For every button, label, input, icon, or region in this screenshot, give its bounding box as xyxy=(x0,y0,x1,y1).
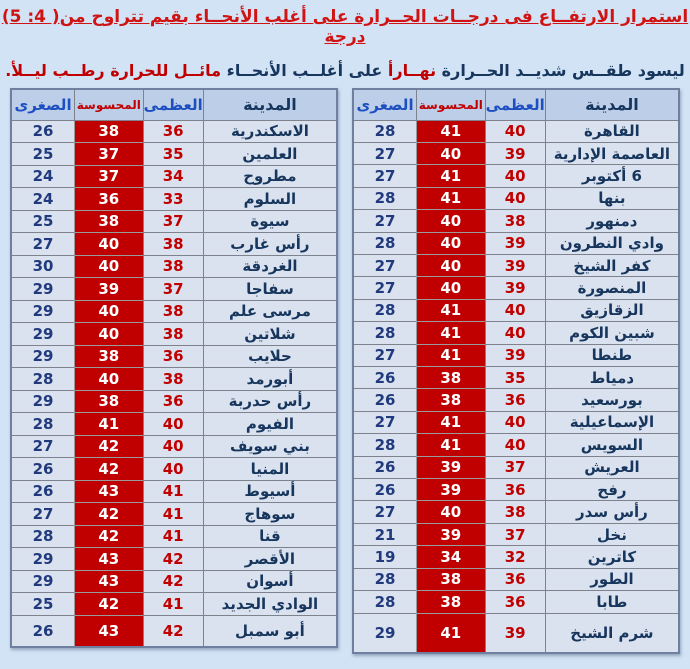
min-temp-cell: 26 xyxy=(353,389,417,411)
table-row xyxy=(11,435,337,458)
table-row xyxy=(11,255,337,278)
feels-like-cell: 41 xyxy=(417,299,485,321)
column-header-min: الصغرى xyxy=(353,89,417,120)
feels-like-cell: 43 xyxy=(75,570,143,593)
city-cell: رأس غارب xyxy=(203,233,337,256)
subtitle-segment: ليسود طقــس شديــد الحــرارة xyxy=(436,61,685,80)
city-cell: العاصمة الإدارية xyxy=(545,142,679,164)
feels-like-cell: 37 xyxy=(75,143,143,166)
min-temp-cell: 28 xyxy=(353,591,417,613)
table-row xyxy=(11,278,337,301)
feels-like-cell: 40 xyxy=(75,323,143,346)
feels-like-cell: 41 xyxy=(417,613,485,653)
min-temp-cell: 25 xyxy=(11,143,75,166)
min-temp-cell: 26 xyxy=(353,456,417,478)
table-row xyxy=(353,142,679,164)
city-cell: كاترين xyxy=(545,546,679,568)
max-temp-cell: 38 xyxy=(143,255,203,278)
min-temp-cell: 19 xyxy=(353,546,417,568)
max-temp-cell: 36 xyxy=(143,390,203,413)
min-temp-cell: 28 xyxy=(353,187,417,209)
table-row xyxy=(11,503,337,526)
table-row xyxy=(11,615,337,647)
table-row xyxy=(353,187,679,209)
city-cell: أبورمد xyxy=(203,368,337,391)
table-row xyxy=(11,233,337,256)
max-temp-cell: 41 xyxy=(143,480,203,503)
max-temp-cell: 41 xyxy=(143,525,203,548)
city-cell: أسوان xyxy=(203,570,337,593)
feels-like-cell: 40 xyxy=(417,501,485,523)
table-row xyxy=(353,344,679,366)
city-cell: سيوة xyxy=(203,210,337,233)
table-row xyxy=(11,300,337,323)
city-cell: القاهرة xyxy=(545,120,679,142)
max-temp-cell: 38 xyxy=(143,233,203,256)
feels-like-cell: 41 xyxy=(417,434,485,456)
feels-like-cell: 41 xyxy=(417,322,485,344)
min-temp-cell: 29 xyxy=(11,345,75,368)
min-temp-cell: 24 xyxy=(11,188,75,211)
max-temp-cell: 39 xyxy=(485,613,545,653)
page-title: استمرار الارتفــاع فى درجــات الحــرارة على أغلب الأنحــاء بقيم تتراوح من( 4: 5) درجة xyxy=(1,7,689,47)
table-row xyxy=(11,188,337,211)
min-temp-cell: 27 xyxy=(353,210,417,232)
city-cell: نخل xyxy=(545,523,679,545)
max-temp-cell: 40 xyxy=(485,322,545,344)
feels-like-cell: 38 xyxy=(75,345,143,368)
min-temp-cell: 27 xyxy=(353,277,417,299)
subtitle-segment: مائــل للحرارة رطــب ليــلأ. xyxy=(5,61,222,80)
city-cell: الوادي الجديد xyxy=(203,593,337,616)
max-temp-cell: 42 xyxy=(143,548,203,571)
min-temp-cell: 27 xyxy=(353,501,417,523)
max-temp-cell: 34 xyxy=(143,165,203,188)
min-temp-cell: 26 xyxy=(353,479,417,501)
column-header-max: العظمى xyxy=(143,89,203,120)
max-temp-cell: 39 xyxy=(485,232,545,254)
min-temp-cell: 24 xyxy=(11,165,75,188)
feels-like-cell: 43 xyxy=(75,615,143,647)
city-cell: الفيوم xyxy=(203,413,337,436)
city-cell: السويس xyxy=(545,434,679,456)
city-cell: أبو سمبل xyxy=(203,615,337,647)
table-row xyxy=(11,323,337,346)
city-cell: طابا xyxy=(545,591,679,613)
city-cell: سفاجا xyxy=(203,278,337,301)
min-temp-cell: 28 xyxy=(11,525,75,548)
city-cell: كفر الشيخ xyxy=(545,254,679,276)
feels-like-cell: 42 xyxy=(75,503,143,526)
max-temp-cell: 39 xyxy=(485,344,545,366)
max-temp-cell: 42 xyxy=(143,615,203,647)
temperature-table-cairo-delta-sinai xyxy=(352,88,680,654)
column-header-min: الصغرى xyxy=(11,89,75,120)
table-row xyxy=(353,479,679,501)
max-temp-cell: 40 xyxy=(485,120,545,142)
table-row xyxy=(353,456,679,478)
city-cell: بورسعيد xyxy=(545,389,679,411)
city-cell: 6 أكتوبر xyxy=(545,165,679,187)
min-temp-cell: 28 xyxy=(353,568,417,590)
min-temp-cell: 27 xyxy=(353,411,417,433)
table-row xyxy=(11,345,337,368)
max-temp-cell: 41 xyxy=(143,593,203,616)
max-temp-cell: 35 xyxy=(485,366,545,388)
city-cell: رأس حدربة xyxy=(203,390,337,413)
feels-like-cell: 40 xyxy=(417,254,485,276)
max-temp-cell: 36 xyxy=(485,568,545,590)
feels-like-cell: 43 xyxy=(75,548,143,571)
max-temp-cell: 35 xyxy=(143,143,203,166)
city-cell: دمياط xyxy=(545,366,679,388)
min-temp-cell: 28 xyxy=(353,434,417,456)
city-cell: دمنهور xyxy=(545,210,679,232)
city-cell: الاسكندرية xyxy=(203,120,337,143)
feels-like-cell: 40 xyxy=(75,233,143,256)
feels-like-cell: 40 xyxy=(417,210,485,232)
table-row xyxy=(353,232,679,254)
feels-like-cell: 38 xyxy=(417,568,485,590)
feels-like-cell: 41 xyxy=(417,187,485,209)
min-temp-cell: 26 xyxy=(353,366,417,388)
city-cell: حلايب xyxy=(203,345,337,368)
table-row xyxy=(353,322,679,344)
max-temp-cell: 40 xyxy=(485,187,545,209)
min-temp-cell: 21 xyxy=(353,523,417,545)
max-temp-cell: 37 xyxy=(143,278,203,301)
min-temp-cell: 26 xyxy=(11,480,75,503)
table-header-row xyxy=(353,89,679,120)
feels-like-cell: 42 xyxy=(75,593,143,616)
max-temp-cell: 36 xyxy=(485,479,545,501)
tables-container xyxy=(0,88,690,654)
min-temp-cell: 26 xyxy=(11,458,75,481)
feels-like-cell: 39 xyxy=(417,456,485,478)
min-temp-cell: 27 xyxy=(353,344,417,366)
feels-like-cell: 36 xyxy=(75,188,143,211)
max-temp-cell: 33 xyxy=(143,188,203,211)
feels-like-cell: 38 xyxy=(75,390,143,413)
city-cell: سوهاج xyxy=(203,503,337,526)
max-temp-cell: 37 xyxy=(485,523,545,545)
column-header-city: المدينة xyxy=(203,89,337,120)
table-row xyxy=(353,389,679,411)
max-temp-cell: 36 xyxy=(143,345,203,368)
temperature-table-coast-upper-egypt xyxy=(10,88,338,648)
feels-like-cell: 38 xyxy=(417,591,485,613)
table-row xyxy=(353,411,679,433)
feels-like-cell: 38 xyxy=(75,120,143,143)
feels-like-cell: 42 xyxy=(75,435,143,458)
header xyxy=(0,0,690,88)
feels-like-cell: 38 xyxy=(75,210,143,233)
max-temp-cell: 39 xyxy=(485,277,545,299)
table-row xyxy=(353,165,679,187)
max-temp-cell: 38 xyxy=(485,210,545,232)
min-temp-cell: 27 xyxy=(353,254,417,276)
feels-like-cell: 41 xyxy=(417,411,485,433)
city-cell: شبين الكوم xyxy=(545,322,679,344)
max-temp-cell: 39 xyxy=(485,142,545,164)
city-cell: الإسماعيلية xyxy=(545,411,679,433)
table-row xyxy=(11,368,337,391)
max-temp-cell: 36 xyxy=(485,591,545,613)
max-temp-cell: 36 xyxy=(143,120,203,143)
min-temp-cell: 27 xyxy=(353,142,417,164)
min-temp-cell: 25 xyxy=(11,210,75,233)
table-row xyxy=(11,525,337,548)
table-row xyxy=(353,591,679,613)
table-row xyxy=(11,210,337,233)
min-temp-cell: 29 xyxy=(11,570,75,593)
max-temp-cell: 40 xyxy=(143,413,203,436)
feels-like-cell: 40 xyxy=(75,368,143,391)
max-temp-cell: 38 xyxy=(143,300,203,323)
max-temp-cell: 39 xyxy=(485,254,545,276)
min-temp-cell: 28 xyxy=(353,232,417,254)
min-temp-cell: 25 xyxy=(11,593,75,616)
feels-like-cell: 40 xyxy=(75,255,143,278)
city-cell: بنها xyxy=(545,187,679,209)
max-temp-cell: 40 xyxy=(485,299,545,321)
city-cell: المنيا xyxy=(203,458,337,481)
city-cell: شلاتين xyxy=(203,323,337,346)
max-temp-cell: 32 xyxy=(485,546,545,568)
max-temp-cell: 37 xyxy=(485,456,545,478)
table-row xyxy=(353,501,679,523)
city-cell: الزقازيق xyxy=(545,299,679,321)
table-row xyxy=(11,458,337,481)
feels-like-cell: 41 xyxy=(417,344,485,366)
feels-like-cell: 38 xyxy=(417,389,485,411)
table-row xyxy=(353,568,679,590)
table-row xyxy=(353,254,679,276)
max-temp-cell: 38 xyxy=(143,368,203,391)
table-row xyxy=(11,413,337,436)
city-cell: رفح xyxy=(545,479,679,501)
table-row xyxy=(11,593,337,616)
min-temp-cell: 29 xyxy=(11,548,75,571)
feels-like-cell: 38 xyxy=(417,366,485,388)
page-subtitle xyxy=(0,61,690,80)
column-header-max: العظمى xyxy=(485,89,545,120)
city-cell: السلوم xyxy=(203,188,337,211)
max-temp-cell: 38 xyxy=(143,323,203,346)
city-cell: الغردقة xyxy=(203,255,337,278)
table-header-row xyxy=(11,89,337,120)
min-temp-cell: 27 xyxy=(11,233,75,256)
city-cell: المنصورة xyxy=(545,277,679,299)
max-temp-cell: 40 xyxy=(485,434,545,456)
min-temp-cell: 28 xyxy=(353,322,417,344)
city-cell: طنطا xyxy=(545,344,679,366)
table-row xyxy=(353,299,679,321)
city-cell: وادي النطرون xyxy=(545,232,679,254)
min-temp-cell: 29 xyxy=(11,390,75,413)
table-row xyxy=(353,613,679,653)
feels-like-cell: 40 xyxy=(417,232,485,254)
table-row xyxy=(353,434,679,456)
feels-like-cell: 39 xyxy=(75,278,143,301)
city-cell: شرم الشيخ xyxy=(545,613,679,653)
feels-like-cell: 41 xyxy=(417,165,485,187)
feels-like-cell: 41 xyxy=(417,120,485,142)
city-cell: أسيوط xyxy=(203,480,337,503)
min-temp-cell: 29 xyxy=(11,300,75,323)
subtitle-segment: على أغلــب الأنحــاء xyxy=(221,61,383,80)
max-temp-cell: 38 xyxy=(485,501,545,523)
feels-like-cell: 40 xyxy=(75,300,143,323)
city-cell: الطور xyxy=(545,568,679,590)
table-row xyxy=(11,165,337,188)
city-cell: رأس سدر xyxy=(545,501,679,523)
min-temp-cell: 29 xyxy=(11,278,75,301)
max-temp-cell: 41 xyxy=(143,503,203,526)
table-row xyxy=(353,523,679,545)
feels-like-cell: 42 xyxy=(75,458,143,481)
min-temp-cell: 27 xyxy=(353,165,417,187)
feels-like-cell: 43 xyxy=(75,480,143,503)
table-row xyxy=(353,546,679,568)
table-row xyxy=(353,366,679,388)
feels-like-cell: 42 xyxy=(75,525,143,548)
table-row xyxy=(11,548,337,571)
table-row xyxy=(353,277,679,299)
city-cell: قنا xyxy=(203,525,337,548)
feels-like-cell: 40 xyxy=(417,142,485,164)
max-temp-cell: 40 xyxy=(485,165,545,187)
max-temp-cell: 42 xyxy=(143,570,203,593)
feels-like-cell: 39 xyxy=(417,479,485,501)
city-cell: العلمين xyxy=(203,143,337,166)
table-row xyxy=(11,390,337,413)
max-temp-cell: 40 xyxy=(143,458,203,481)
city-cell: العريش xyxy=(545,456,679,478)
column-header-city: المدينة xyxy=(545,89,679,120)
min-temp-cell: 28 xyxy=(11,413,75,436)
table-row xyxy=(11,120,337,143)
max-temp-cell: 40 xyxy=(143,435,203,458)
min-temp-cell: 28 xyxy=(353,120,417,142)
feels-like-cell: 39 xyxy=(417,523,485,545)
min-temp-cell: 29 xyxy=(353,613,417,653)
min-temp-cell: 26 xyxy=(11,120,75,143)
subtitle-segment: نهــارأ xyxy=(382,61,437,80)
city-cell: الأقصر xyxy=(203,548,337,571)
min-temp-cell: 29 xyxy=(11,323,75,346)
table-row xyxy=(353,120,679,142)
max-temp-cell: 37 xyxy=(143,210,203,233)
min-temp-cell: 28 xyxy=(11,368,75,391)
city-cell: مطروح xyxy=(203,165,337,188)
column-header-feels-like: المحسوسة xyxy=(417,89,485,120)
table-row xyxy=(11,570,337,593)
min-temp-cell: 27 xyxy=(11,435,75,458)
table-row xyxy=(11,480,337,503)
min-temp-cell: 30 xyxy=(11,255,75,278)
min-temp-cell: 28 xyxy=(353,299,417,321)
feels-like-cell: 34 xyxy=(417,546,485,568)
max-temp-cell: 36 xyxy=(485,389,545,411)
feels-like-cell: 41 xyxy=(75,413,143,436)
city-cell: مرسى علم xyxy=(203,300,337,323)
min-temp-cell: 26 xyxy=(11,615,75,647)
min-temp-cell: 27 xyxy=(11,503,75,526)
feels-like-cell: 37 xyxy=(75,165,143,188)
column-header-feels-like: المحسوسة xyxy=(75,89,143,120)
table-row xyxy=(11,143,337,166)
feels-like-cell: 40 xyxy=(417,277,485,299)
max-temp-cell: 40 xyxy=(485,411,545,433)
table-row xyxy=(353,210,679,232)
city-cell: بني سويف xyxy=(203,435,337,458)
